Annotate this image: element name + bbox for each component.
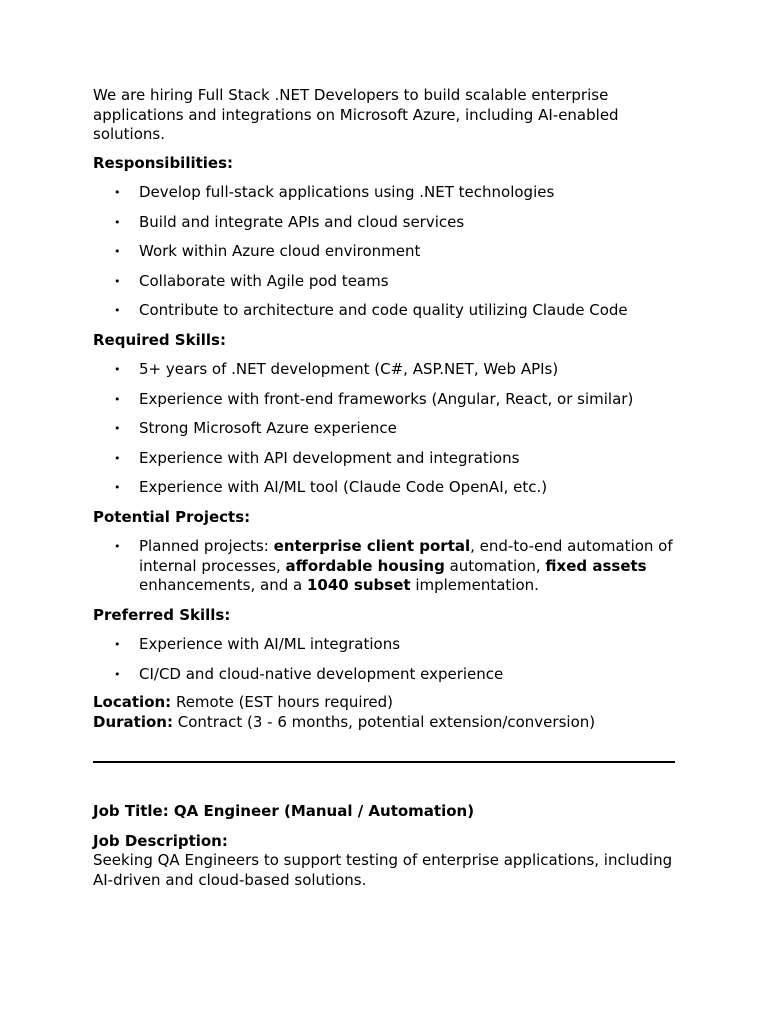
list-item: • Contribute to architecture and code quality utilizing Claude Code	[114, 301, 628, 319]
bullet-icon: •	[114, 245, 121, 258]
required-skills-list	[93, 360, 683, 498]
list-item: • Work within Azure cloud environment	[114, 242, 421, 260]
job-title: Job Title: QA Engineer (Manual / Automation)	[93, 802, 475, 820]
responsibilities-heading: Responsibilities:	[93, 153, 234, 172]
intro-paragraph: We are hiring Full Stack .NET Developers to build scalable enterprise applications and integrations on Microsoft Azure, including AI-enabled solutions.	[93, 86, 619, 143]
preferred-skills-list	[93, 635, 683, 684]
job-posting-qa-engineer	[93, 802, 683, 890]
list-item: • Experience with AI/ML integrations	[114, 635, 401, 653]
bullet-icon: •	[114, 186, 121, 199]
list-item: • Build and integrate APIs and cloud services	[114, 212, 465, 231]
bullet-icon: •	[114, 215, 121, 229]
job-description-heading: Job Description:	[93, 831, 228, 850]
bullet-icon: •	[114, 274, 121, 288]
list-item: • CI/CD and cloud-native development experience	[114, 664, 504, 683]
bullet-icon: •	[114, 667, 121, 681]
required-skills-heading: Required Skills:	[93, 330, 226, 349]
list-item: • Planned projects: enterprise client portal, end-to-end automation of internal processes, affordable housing automation, fixed assets enhancements, and a 1040 subset implementation.	[114, 537, 673, 594]
list-item: • Experience with front-end frameworks (Angular, React, or similar)	[114, 389, 634, 408]
potential-projects-heading: Potential Projects:	[93, 507, 251, 526]
duration-line	[93, 713, 683, 733]
list-item: • 5+ years of .NET development (C#, ASP.NET, Web APIs)	[114, 360, 559, 378]
duration-label: Duration:	[93, 712, 173, 731]
emphasis-text: affordable housing	[285, 556, 445, 575]
emphasis-text: enterprise client portal	[273, 537, 471, 555]
potential-projects-list	[93, 537, 683, 596]
list-item: • Experience with AI/ML tool (Claude Code OpenAI, etc.)	[114, 478, 548, 496]
list-item: • Collaborate with Agile pod teams	[114, 271, 389, 290]
bullet-icon: •	[114, 304, 121, 317]
bullet-icon: •	[114, 363, 121, 376]
responsibilities-list	[93, 183, 683, 321]
location-value: Remote (EST hours required)	[171, 693, 394, 711]
location-label: Location:	[93, 693, 172, 711]
bullet-icon: •	[114, 451, 121, 465]
section-divider	[93, 761, 675, 763]
duration-value: Contract (3 - 6 months, potential extension/conversion)	[172, 712, 596, 731]
emphasis-text: 1040 subset	[306, 576, 411, 594]
list-item: • Experience with API development and integrations	[114, 448, 520, 467]
job-posting-net-developer	[93, 86, 683, 732]
list-item: • Develop full-stack applications using .NET technologies	[114, 183, 555, 201]
bullet-icon: •	[114, 540, 121, 553]
bullet-icon: •	[114, 422, 121, 435]
location-line	[93, 693, 683, 713]
bullet-icon: •	[114, 392, 121, 406]
job-description-text: Seeking QA Engineers to support testing of enterprise applications, including AI-driven and cloud-based solutions.	[93, 851, 673, 889]
bullet-icon: •	[114, 638, 121, 651]
list-item: • Strong Microsoft Azure experience	[114, 419, 397, 437]
emphasis-text: fixed assets	[545, 556, 647, 575]
preferred-skills-heading: Preferred Skills:	[93, 605, 231, 624]
bullet-icon: •	[114, 481, 121, 494]
